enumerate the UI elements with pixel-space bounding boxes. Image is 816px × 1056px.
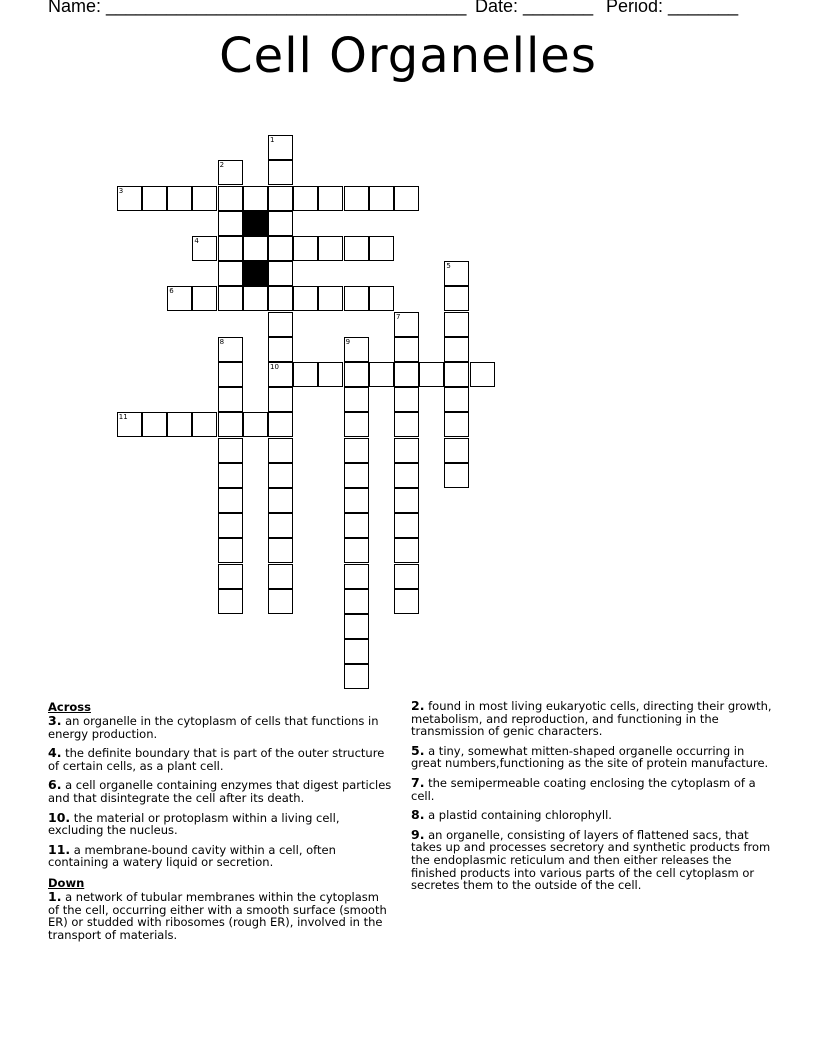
answer-square[interactable] [243,286,268,311]
clue-text: a network of tubular membranes within the cytoplasm of the cell, occurring either with a smooth surface (smooth ER) or studded with ribosomes (rough ER), involved in the transport of materials. [48,889,387,942]
clue-item [411,826,776,893]
clue-item [48,809,393,838]
clue-text: found in most living eukaryotic cells, directing their growth, metabolism, and reproduction, and functioning in the transmission of genic characters. [411,699,772,739]
answer-square[interactable] [394,513,419,538]
clues-right-column [411,700,776,899]
answer-square[interactable] [218,564,243,589]
answer-square[interactable] [268,488,293,513]
answer-square[interactable] [293,186,318,211]
clue-text: the definite boundary that is part of the outer structure of certain cells, as a plant cell. [48,746,385,773]
answer-square[interactable] [142,186,167,211]
across-heading: Across [48,700,91,714]
answer-square[interactable] [344,513,369,538]
clue-item [48,779,393,804]
answer-square[interactable] [218,160,243,185]
clue-item [411,742,776,771]
clue-number: 10 [270,363,279,371]
clue-number-label: 2. [411,698,425,713]
answer-square[interactable] [344,488,369,513]
clue-number-label: 6. [48,777,62,793]
clue-text: an organelle in the cytoplasm of cells that functions in energy production. [48,714,379,741]
down-clue-list [48,888,393,942]
clue-item [48,888,393,942]
page-title: Cell Organelles [219,28,597,84]
answer-square[interactable] [192,186,217,211]
answer-square[interactable] [268,160,293,185]
answer-square[interactable] [218,337,243,362]
answer-square[interactable] [293,362,318,387]
answer-square[interactable] [268,261,293,286]
answer-square[interactable] [218,589,243,614]
answer-square[interactable] [167,286,192,311]
answer-square[interactable] [268,513,293,538]
answer-square[interactable] [218,186,243,211]
answer-square[interactable] [268,236,293,261]
clue-number-label: 1. [48,888,62,904]
answer-square[interactable] [344,186,369,211]
answer-square[interactable] [218,463,243,488]
answer-square[interactable] [344,589,369,614]
answer-square[interactable] [344,564,369,589]
answer-square[interactable] [344,538,369,563]
clue-number-label: 4. [48,745,62,761]
answer-square[interactable] [268,135,293,160]
answer-square[interactable] [167,186,192,211]
clue-text: a membrane-bound cavity within a cell, often containing a watery liquid or secretion. [48,842,336,870]
answer-square[interactable] [268,438,293,463]
answer-square[interactable] [318,286,343,311]
clue-number-label: 5. [411,742,425,758]
clue-number-label: 9. [411,826,425,842]
answer-square[interactable] [268,387,293,412]
clue-number: 8 [219,337,225,346]
clue-number-label: 8. [411,807,425,823]
answer-square[interactable] [344,286,369,311]
answer-square[interactable] [344,614,369,639]
clue-text: a tiny, somewhat mitten-shaped organelle occurring in great numbers,functioning as the site of protein manufacture. [411,743,769,771]
clue-item [48,715,393,740]
answer-square[interactable] [218,513,243,538]
answer-square[interactable] [444,412,469,437]
clue-text: a cell organelle containing enzymes that digest particles and that disintegrate the cell after its death. [48,778,392,805]
clue-number: 1 [270,136,275,145]
answer-square[interactable] [268,211,293,236]
answer-square[interactable] [218,236,243,261]
down-heading: Down [48,875,85,890]
black-square [243,261,268,286]
answer-square[interactable] [293,286,318,311]
clue-item [48,747,393,772]
answer-square[interactable] [268,412,293,437]
clue-item [48,841,393,870]
answer-square[interactable] [268,186,293,211]
answer-square[interactable] [268,564,293,589]
answer-square[interactable] [444,286,469,311]
answer-square[interactable] [394,412,419,437]
answer-square[interactable] [318,362,343,387]
answer-square[interactable] [344,412,369,437]
answer-square[interactable] [268,312,293,337]
across-clue-list [48,715,393,869]
answer-square[interactable] [268,538,293,563]
answer-square[interactable] [444,463,469,488]
answer-square[interactable] [344,236,369,261]
answer-square[interactable] [318,186,343,211]
answer-square[interactable] [243,236,268,261]
answer-square[interactable] [344,463,369,488]
answer-square[interactable] [344,664,369,689]
period-field[interactable]: Period: _______ [606,0,739,16]
answer-square[interactable] [218,211,243,236]
answer-square[interactable] [394,488,419,513]
answer-square[interactable] [268,362,293,387]
clue-text: the semipermeable coating enclosing the cytoplasm of a cell. [411,775,756,803]
clue-number: 11 [118,413,128,422]
answer-square[interactable] [444,337,469,362]
answer-square[interactable] [444,362,469,387]
answer-square[interactable] [470,362,495,387]
answer-square[interactable] [344,639,369,664]
answer-square[interactable] [192,236,217,261]
answer-square[interactable] [394,589,419,614]
clue-number: 9 [345,337,351,346]
clue-item [411,700,776,738]
answer-square[interactable] [268,337,293,362]
answer-square[interactable] [243,412,268,437]
clue-number-label: 11. [48,841,71,857]
answer-square[interactable] [268,463,293,488]
answer-square[interactable] [218,438,243,463]
answer-square[interactable] [218,362,243,387]
answer-square[interactable] [218,412,243,437]
clue-text: a plastid containing chlorophyll. [424,808,612,823]
clues-left-column [48,700,393,948]
black-square [243,211,268,236]
clue-item [411,774,776,803]
answer-square[interactable] [344,387,369,412]
answer-square[interactable] [218,488,243,513]
clue-number: 4 [194,237,199,245]
answer-square[interactable] [218,387,243,412]
answer-square[interactable] [369,286,394,311]
answer-square[interactable] [394,438,419,463]
answer-square[interactable] [369,236,394,261]
clue-number-label: 7. [411,774,425,790]
clue-number-label: 3. [48,713,62,728]
clue-number: 2 [219,161,225,170]
answer-square[interactable] [344,362,369,387]
clue-text: the material or protoplasm within a living cell, excluding the nucleus. [48,810,340,838]
clue-number-label: 10. [48,809,71,825]
answer-square[interactable] [243,186,268,211]
clue-number: 7 [396,312,401,321]
answer-square[interactable] [444,387,469,412]
clue-number: 5 [446,262,451,271]
answer-square[interactable] [369,186,394,211]
name-field[interactable]: Name: ____________________________________ [48,0,467,16]
answer-square[interactable] [192,286,217,311]
answer-square[interactable] [444,261,469,286]
answer-square[interactable] [419,362,444,387]
answer-square[interactable] [218,261,243,286]
answer-square[interactable] [394,362,419,387]
down-clue-list-continued [411,700,776,892]
clue-number: 6 [169,287,174,296]
clue-item [411,809,776,822]
answer-square[interactable] [167,412,192,437]
answer-square[interactable] [394,463,419,488]
answer-square[interactable] [293,236,318,261]
clue-number: 3 [118,186,124,195]
clue-text: an organelle, consisting of layers of flattened sacs, that takes up and processes secretory and synthetic products from the endoplasmic reticulum and then either releases the finished products into various parts of the cell cytoplasm or secretes them to the outside of the cell. [411,827,771,893]
answer-square[interactable] [394,312,419,337]
answer-square[interactable] [444,312,469,337]
answer-square[interactable] [192,412,217,437]
answer-square[interactable] [268,286,293,311]
answer-square[interactable] [394,337,419,362]
date-field[interactable]: Date: _______ [475,0,594,16]
answer-square[interactable] [394,387,419,412]
answer-square[interactable] [218,286,243,311]
answer-square[interactable] [344,337,369,362]
answer-square[interactable] [394,538,419,563]
answer-square[interactable] [218,538,243,563]
answer-square[interactable] [318,236,343,261]
answer-square[interactable] [117,412,142,437]
answer-square[interactable] [117,186,142,211]
answer-square[interactable] [394,186,419,211]
answer-square[interactable] [268,589,293,614]
answer-square[interactable] [344,438,369,463]
answer-square[interactable] [142,412,167,437]
answer-square[interactable] [394,564,419,589]
answer-square[interactable] [444,438,469,463]
answer-square[interactable] [369,362,394,387]
